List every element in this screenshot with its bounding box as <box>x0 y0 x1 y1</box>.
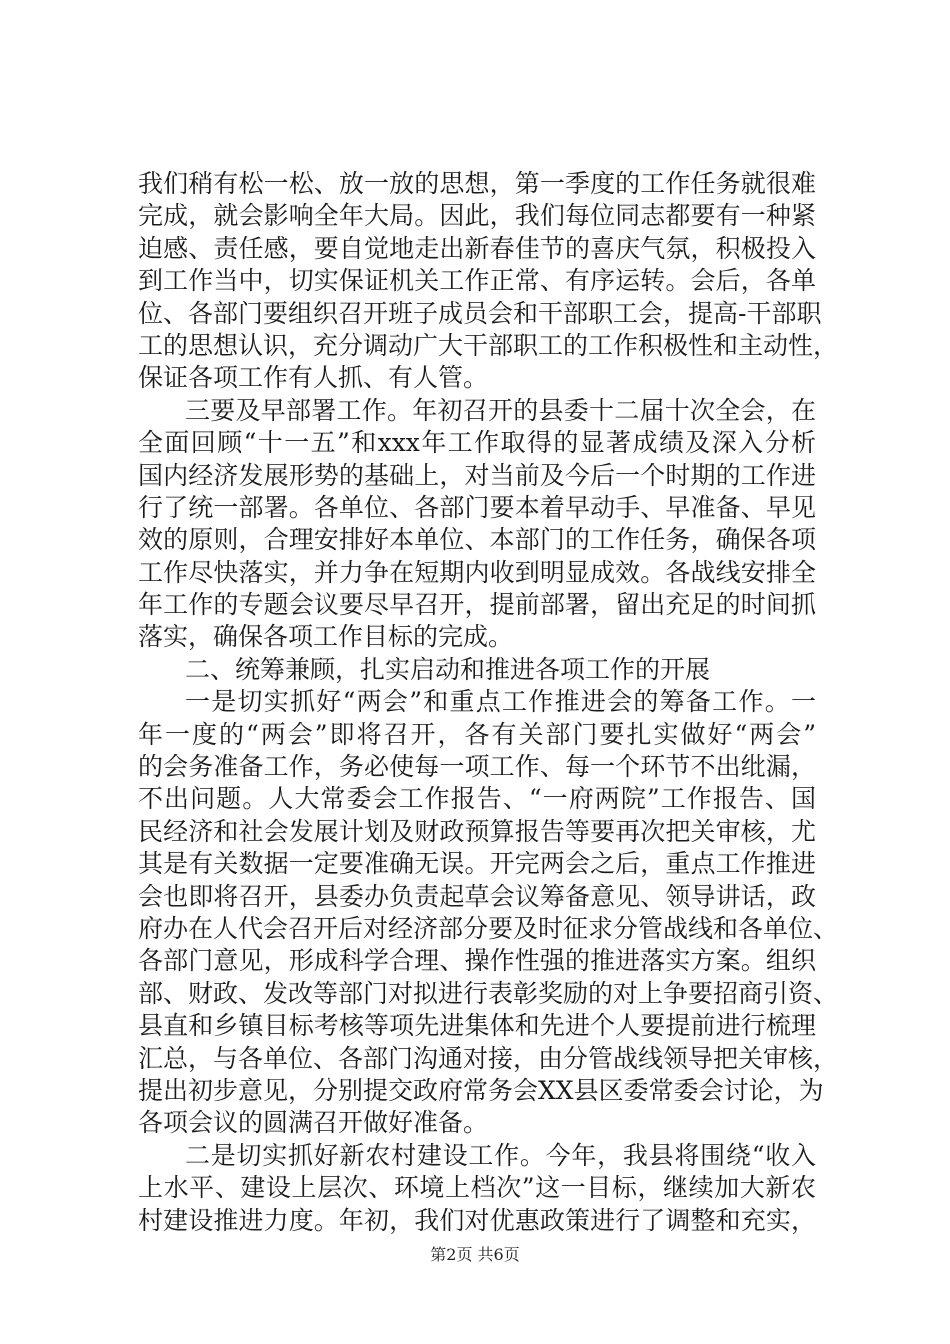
text-line: 我们稍有松一松、放一放的思想，第一季度的工作任务就很难 <box>138 169 816 198</box>
text-line: 二是切实抓好新农村建设工作。今年，我县将围绕“收入 <box>185 1140 816 1170</box>
text-line: 一是切实抓好“两会”和重点工作推进会的筹备工作。一 <box>185 687 816 717</box>
text-line: 迫感、责任感，要自觉地走出新春佳节的喜庆气氛，积极投入 <box>138 233 816 263</box>
text-line: 汇总，与各单位、各部门沟通对接，由分管战线领导把关审核， <box>138 1043 839 1073</box>
text-line: 全面回顾“十一五”和xxx年工作取得的显著成绩及深入分析 <box>138 428 816 458</box>
text-line: 年工作的专题会议要尽早召开，提前部署，留出充足的时间抓 <box>138 590 816 620</box>
text-line: 工的思想认识，充分调动广大干部职工的工作积极性和主动性， <box>138 330 839 360</box>
text-line: 部、财政、发改等部门对拟进行表彰奖励的对上争要招商引资、 <box>138 978 839 1008</box>
text-line: 三要及早部署工作。年初召开的县委十二届十次全会，在 <box>185 395 816 425</box>
text-line: 效的原则，合理安排好本单位、本部门的工作任务，确保各项 <box>138 525 816 555</box>
text-line: 提出初步意见，分别提交政府常务会XX县区委常委会讨论，为 <box>138 1075 824 1105</box>
text-line: 到工作当中，切实保证机关工作正常、有序运转。会后，各单 <box>138 266 816 296</box>
text-line: 其是有关数据一定要准确无误。开完两会之后，重点工作推进 <box>138 849 816 879</box>
text-line: 落实，确保各项工作目标的完成。 <box>138 622 514 652</box>
text-line: 各项会议的圆满召开做好准备。 <box>138 1108 489 1138</box>
text-line: 完成，就会影响全年大局。因此，我们每位同志都要有一种紧 <box>138 201 816 231</box>
text-line: 村建设推进力度。年初，我们对优惠政策进行了调整和充实， <box>138 1205 816 1235</box>
page-footer: 第2页 共6页 <box>430 1245 520 1264</box>
text-line: 府办在人代会召开后对经济部分要及时征求分管战线和各单位、 <box>138 913 839 943</box>
text-line: 保证各项工作有人抓、有人管。 <box>138 363 489 393</box>
text-line: 县直和乡镇目标考核等项先进集体和先进个人要提前进行梳理 <box>138 1011 816 1041</box>
text-line: 位、各部门要组织召开班子成员会和干部职工会，提高-干部职 <box>138 298 822 328</box>
text-line: 民经济和社会发展计划及财政预算报告等要再次把关审核，尤 <box>138 816 816 846</box>
text-line: 二、统筹兼顾，扎实启动和推进各项工作的开展 <box>185 654 711 684</box>
text-line: 上水平、建设上层次、环境上档次”这一目标，继续加大新农 <box>138 1173 816 1203</box>
text-line: 行了统一部署。各单位、各部门要本着早动手、早准备、早见 <box>138 492 816 522</box>
text-line: 的会务准备工作，务必使每一项工作、每一个环节不出纰漏， <box>138 752 816 782</box>
text-line: 会也即将召开，县委办负责起草会议筹备意见、领导讲话，政 <box>138 881 816 911</box>
text-line: 国内经济发展形势的基础上，对当前及今后一个时期的工作进 <box>138 460 816 490</box>
document-body <box>138 168 839 1237</box>
text-line: 不出问题。人大常委会工作报告、“一府两院”工作报告、国 <box>138 784 816 814</box>
text-line: 各部门意见，形成科学合理、操作性强的推进落实方案。组织 <box>138 946 816 976</box>
text-line: 年一度的“两会”即将召开，各有关部门要扎实做好“两会” <box>138 719 816 749</box>
text-line: 工作尽快落实，并力争在短期内收到明显成效。各战线安排全 <box>138 557 816 587</box>
